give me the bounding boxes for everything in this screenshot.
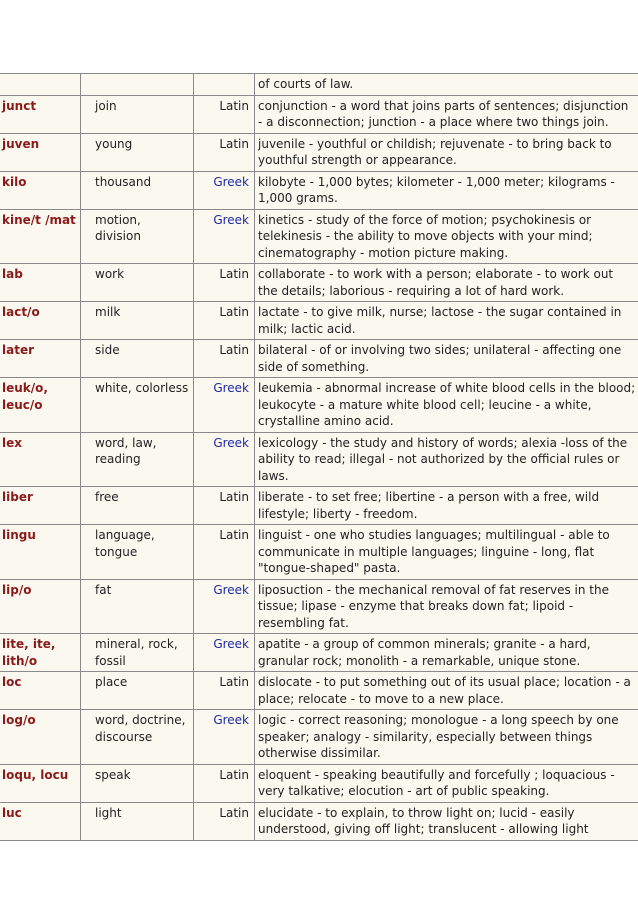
origin-cell: Greek <box>194 710 255 765</box>
meaning-cell: thousand <box>81 171 194 209</box>
meaning-cell: speak <box>81 764 194 802</box>
table-row <box>0 209 638 264</box>
table-row <box>0 95 638 133</box>
meaning-cell: work <box>81 264 194 302</box>
root-cell: liber <box>0 487 81 525</box>
meaning-cell: fat <box>81 579 194 634</box>
root-cell: log/o <box>0 710 81 765</box>
example-cell: collaborate - to work with a person; elaborate - to work out the details; laborious - requiring a lot of hard work. <box>255 264 638 302</box>
example-cell: liposuction - the mechanical removal of fat reserves in the tissue; lipase - enzyme that breaks down fat; lipoid - resembling fat. <box>255 579 638 634</box>
table-row <box>0 340 638 378</box>
root-cell: lact/o <box>0 302 81 340</box>
origin-cell: Latin <box>194 95 255 133</box>
meaning-cell: milk <box>81 302 194 340</box>
table-row <box>0 802 638 840</box>
example-cell: bilateral - of or involving two sides; unilateral - affecting one side of something. <box>255 340 638 378</box>
example-cell: lactate - to give milk, nurse; lactose - the sugar contained in milk; lactic acid. <box>255 302 638 340</box>
origin-cell: Latin <box>194 525 255 580</box>
root-cell: lip/o <box>0 579 81 634</box>
meaning-cell: word, doctrine, discourse <box>81 710 194 765</box>
example-cell: linguist - one who studies languages; multilingual - able to communicate in multiple languages; linguine - long, flat "tongue-shaped" pasta. <box>255 525 638 580</box>
meaning-cell: free <box>81 487 194 525</box>
example-cell: kilobyte - 1,000 bytes; kilometer - 1,000 meter; kilograms - 1,000 grams. <box>255 171 638 209</box>
root-cell: kine/t /mat <box>0 209 81 264</box>
example-cell: leukemia - abnormal increase of white blood cells in the blood; leukocyte - a mature white blood cell; leucine - a white, crystalline amino acid. <box>255 378 638 433</box>
example-cell: logic - correct reasoning; monologue - a long speech by one speaker; analogy - similarity, especially between things otherwise dissimilar. <box>255 710 638 765</box>
root-cell: lingu <box>0 525 81 580</box>
origin-cell: Latin <box>194 302 255 340</box>
root-cell: later <box>0 340 81 378</box>
origin-cell: Greek <box>194 209 255 264</box>
origin-cell: Latin <box>194 764 255 802</box>
table-row <box>0 634 638 672</box>
example-cell: kinetics - study of the force of motion; psychokinesis or telekinesis - the ability to move objects with your mind; cinematography - motion picture making. <box>255 209 638 264</box>
origin-cell: Latin <box>194 802 255 840</box>
example-cell: conjunction - a word that joins parts of sentences; disjunction - a disconnection; junction - a place where two things join. <box>255 95 638 133</box>
root-cell: junct <box>0 95 81 133</box>
origin-cell: Greek <box>194 432 255 487</box>
example-cell: elucidate - to explain, to throw light on; lucid - easily understood, giving off light; translucent - allowing light <box>255 802 638 840</box>
table-row <box>0 302 638 340</box>
root-cell: juven <box>0 133 81 171</box>
table-row <box>0 579 638 634</box>
origin-cell: Latin <box>194 487 255 525</box>
root-cell: lite, ite, lith/o <box>0 634 81 672</box>
root-cell: loqu, locu <box>0 764 81 802</box>
example-cell: lexicology - the study and history of words; alexia -loss of the ability to read; illegal - not authorized by the official rules or laws. <box>255 432 638 487</box>
origin-cell: Greek <box>194 378 255 433</box>
table-row <box>0 133 638 171</box>
table-row <box>0 672 638 710</box>
table-row <box>0 432 638 487</box>
meaning-cell: join <box>81 95 194 133</box>
origin-cell: Latin <box>194 340 255 378</box>
table-row <box>0 171 638 209</box>
origin-cell: Latin <box>194 264 255 302</box>
table-row <box>0 74 638 96</box>
meaning-cell: white, colorless <box>81 378 194 433</box>
example-cell: juvenile - youthful or childish; rejuvenate - to bring back to youthful strength or appearance. <box>255 133 638 171</box>
meaning-cell: word, law, reading <box>81 432 194 487</box>
meaning-cell: place <box>81 672 194 710</box>
word-roots-table-body <box>0 74 638 841</box>
meaning-cell: language, tongue <box>81 525 194 580</box>
meaning-cell: mineral, rock, fossil <box>81 634 194 672</box>
table-row <box>0 487 638 525</box>
origin-cell: Greek <box>194 634 255 672</box>
origin-cell <box>194 74 255 96</box>
origin-cell: Greek <box>194 579 255 634</box>
word-roots-table <box>0 73 638 841</box>
root-cell: lab <box>0 264 81 302</box>
table-row <box>0 264 638 302</box>
table-row <box>0 710 638 765</box>
table-row <box>0 378 638 433</box>
meaning-cell <box>81 74 194 96</box>
example-cell: of courts of law. <box>255 74 638 96</box>
origin-cell: Latin <box>194 672 255 710</box>
root-cell: leuk/o, leuc/o <box>0 378 81 433</box>
origin-cell: Latin <box>194 133 255 171</box>
origin-cell: Greek <box>194 171 255 209</box>
example-cell: apatite - a group of common minerals; granite - a hard, granular rock; monolith - a remarkable, unique stone. <box>255 634 638 672</box>
root-cell: kilo <box>0 171 81 209</box>
example-cell: dislocate - to put something out of its usual place; location - a place; relocate - to move to a new place. <box>255 672 638 710</box>
root-cell: lex <box>0 432 81 487</box>
example-cell: liberate - to set free; libertine - a person with a free, wild lifestyle; liberty - freedom. <box>255 487 638 525</box>
meaning-cell: young <box>81 133 194 171</box>
table-row <box>0 764 638 802</box>
meaning-cell: motion, division <box>81 209 194 264</box>
root-cell: luc <box>0 802 81 840</box>
root-cell: loc <box>0 672 81 710</box>
table-row <box>0 525 638 580</box>
example-cell: eloquent - speaking beautifully and forcefully ; loquacious - very talkative; elocution - art of public speaking. <box>255 764 638 802</box>
meaning-cell: light <box>81 802 194 840</box>
meaning-cell: side <box>81 340 194 378</box>
root-cell <box>0 74 81 96</box>
